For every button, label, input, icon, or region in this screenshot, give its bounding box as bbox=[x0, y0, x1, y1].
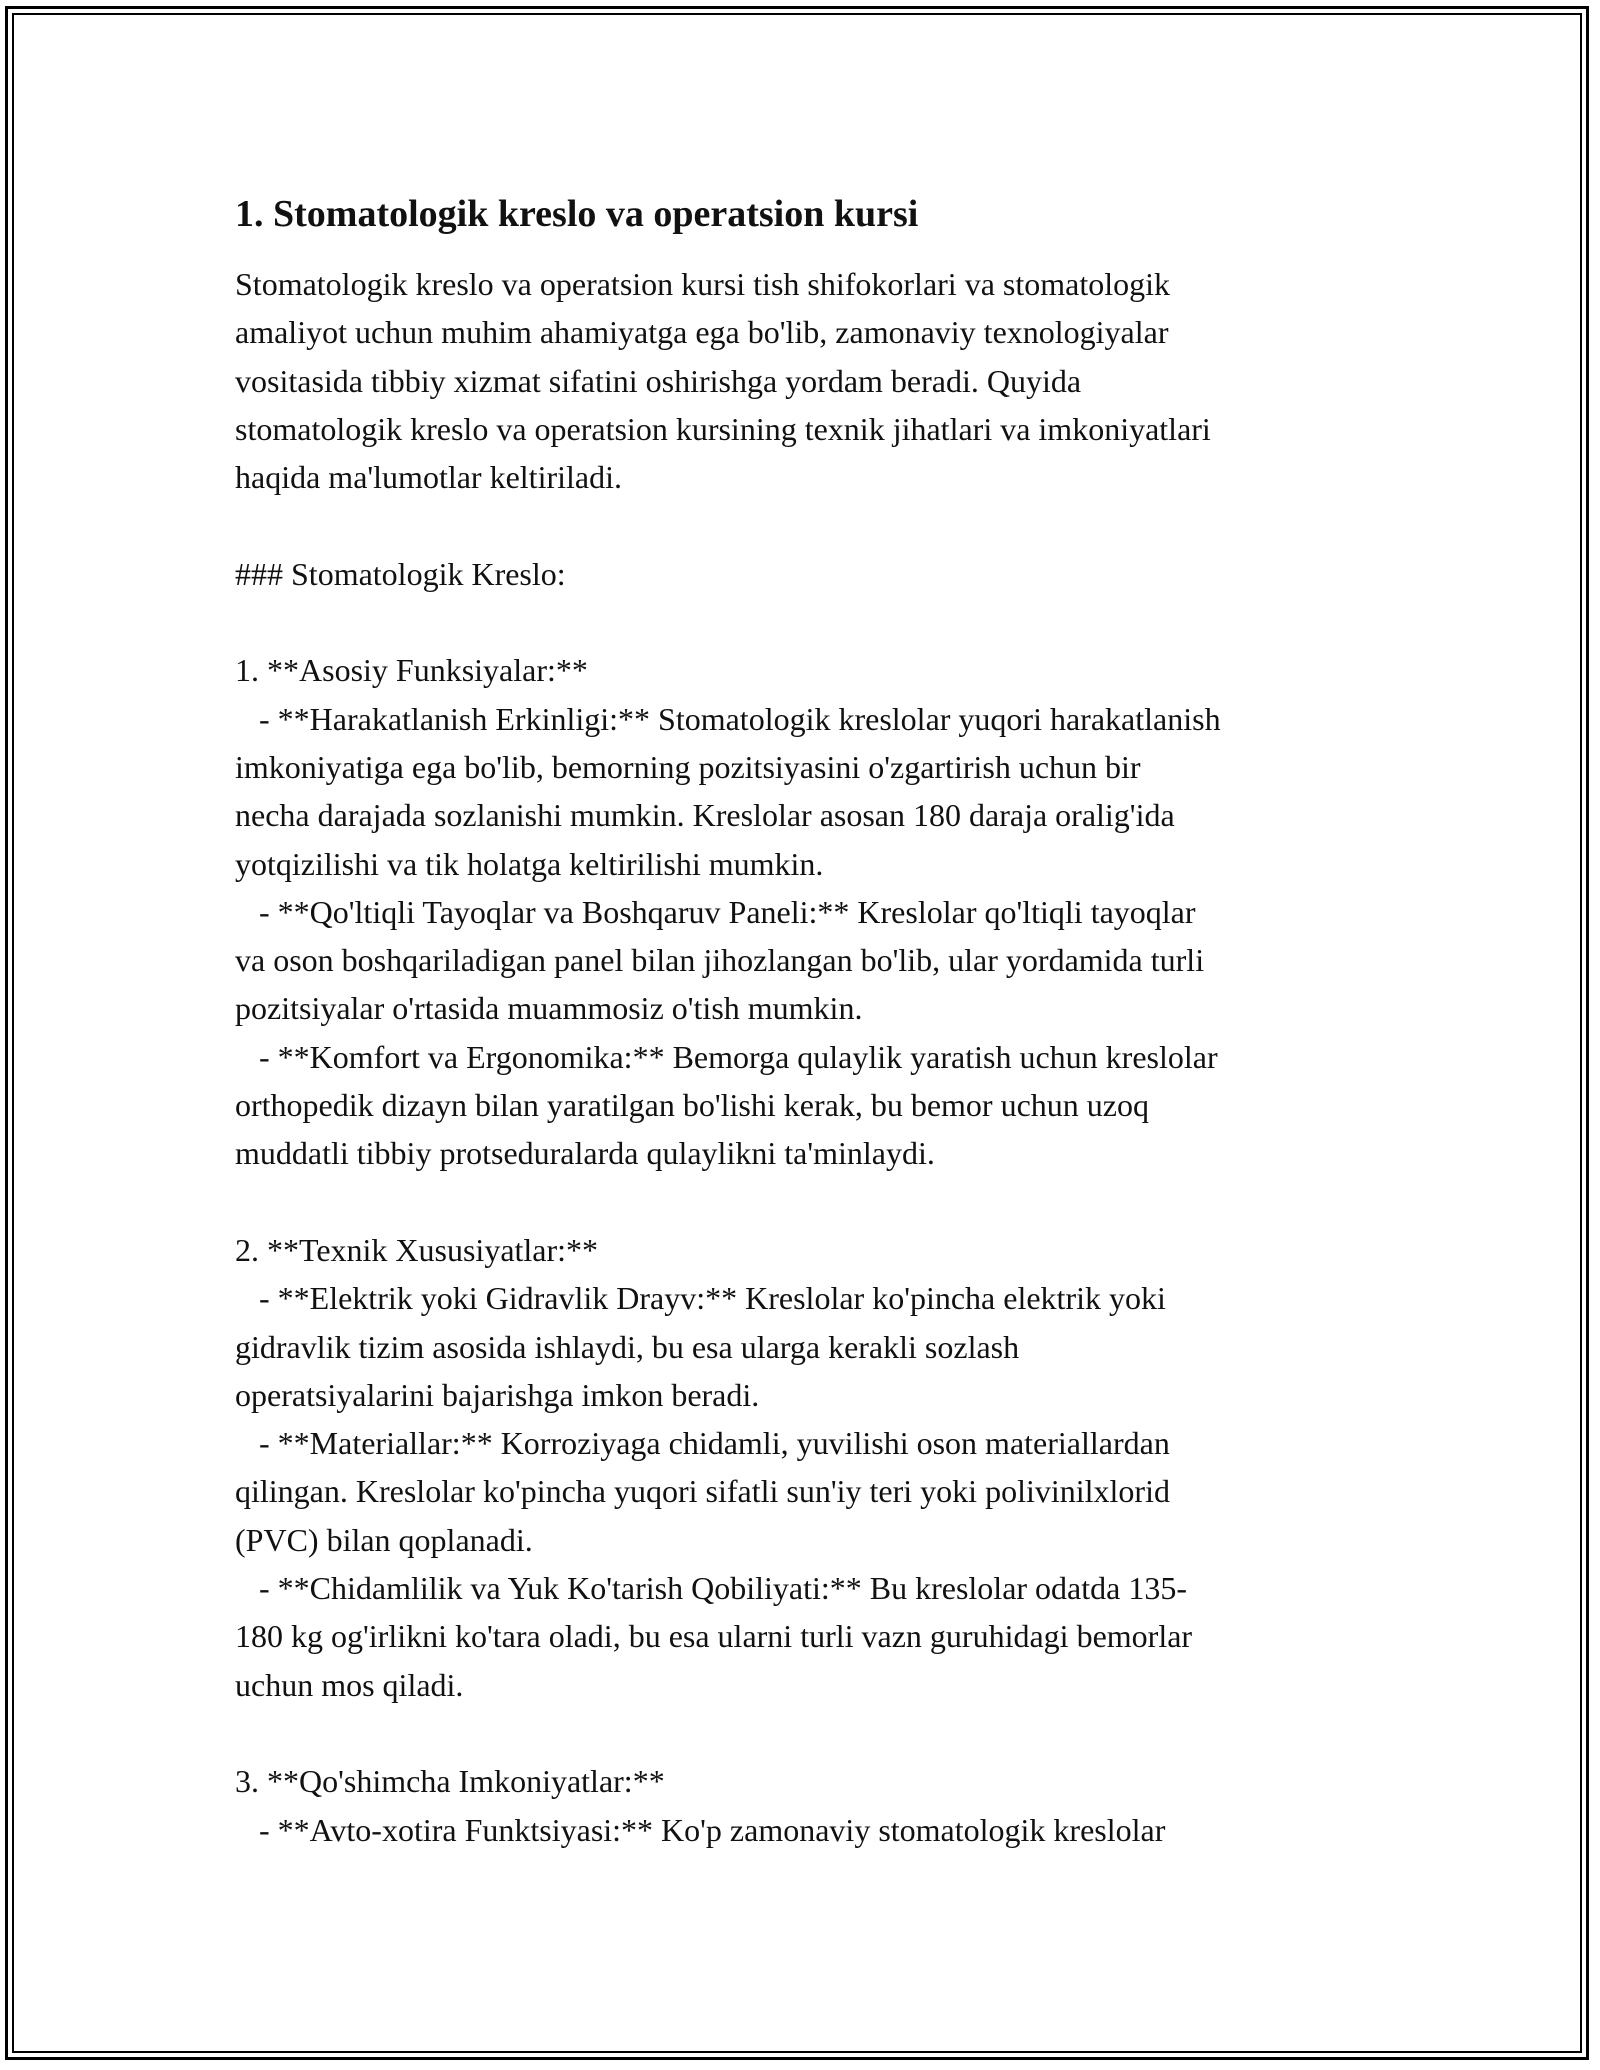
list-item-basic-functions: 1. **Asosiy Funksiyalar:** - **Harakatlanish Erkinligi:** Stomatologik kreslolar yuqori harakatlanish imkoniyatiga ega bo'lib, bemorning pozitsiyasini o'zgartirish uchun bir necha darajada sozlanishi mumkin. Kreslolar asosan 180 daraja oralig'ida yotqizilishi va tik holatga keltirilishi mumkin. - **Qo'ltiqli Tayoqlar va Boshqaruv Paneli:** Kreslolar qo'ltiqli tayoqlar va oson boshqariladigan panel bilan jihozlangan bo'lib, ular yordamida turli pozitsiyalar o'rtasida muammosiz o'tish mumkin. - **Komfort va Ergonomika:** Bemorga qulaylik yaratish uchun kreslolar orthopedik dizayn bilan yaratilgan bo'lishi kerak, bu bemor uchun uzoq muddatli tibbiy protseduralarda qulaylikni ta'minlaydi. bbox=[235, 652, 1221, 1172]
paragraph-spacer bbox=[235, 501, 1375, 549]
paragraph-spacer bbox=[235, 1178, 1375, 1226]
paragraph-spacer bbox=[235, 1709, 1375, 1757]
document-body bbox=[235, 186, 1375, 1854]
section-heading: ### Stomatologik Kreslo: bbox=[235, 555, 566, 592]
list-item-additional-features: 3. **Qo'shimcha Imkoniyatlar:** - **Avto-xotira Funktsiyasi:** Ko'p zamonaviy stomatologik kreslolar bbox=[235, 1763, 1166, 1848]
intro-paragraph: Stomatologik kreslo va operatsion kursi tish shifokorlari va stomatologik amaliyot uchun muhim ahamiyatga ega bo'lib, zamonaviy texnologiyalar vositasida tibbiy xizmat sifatini oshirishga yordam beradi. Quyida stomatologik kreslo va operatsion kursining texnik jihatlari va imkoniyatlari haqida ma'lumotlar keltiriladi. bbox=[235, 266, 1211, 496]
list-item-technical-features: 2. **Texnik Xususiyatlar:** - **Elektrik yoki Gidravlik Drayv:** Kreslolar ko'pincha elektrik yoki gidravlik tizim asosida ishlaydi, bu esa ularga kerakli sozlash operatsiyalarini bajarishga imkon beradi. - **Materiallar:** Korroziyaga chidamli, yuvilishi oson materiallardan qilingan. Kreslolar ko'pincha yuqori sifatli sun'iy teri yoki polivinilxlorid (PVC) bilan qoplanadi. - **Chidamlilik va Yuk Ko'tarish Qobiliyati:** Bu kreslolar odatda 135- 180 kg og'irlikni ko'tara oladi, bu esa ularni turli vazn guruhidagi bemorlar uchun mos qiladi. bbox=[235, 1231, 1193, 1703]
document-title: 1. Stomatologik kreslo va operatsion kursi bbox=[235, 193, 919, 235]
paragraph-spacer bbox=[235, 598, 1375, 646]
